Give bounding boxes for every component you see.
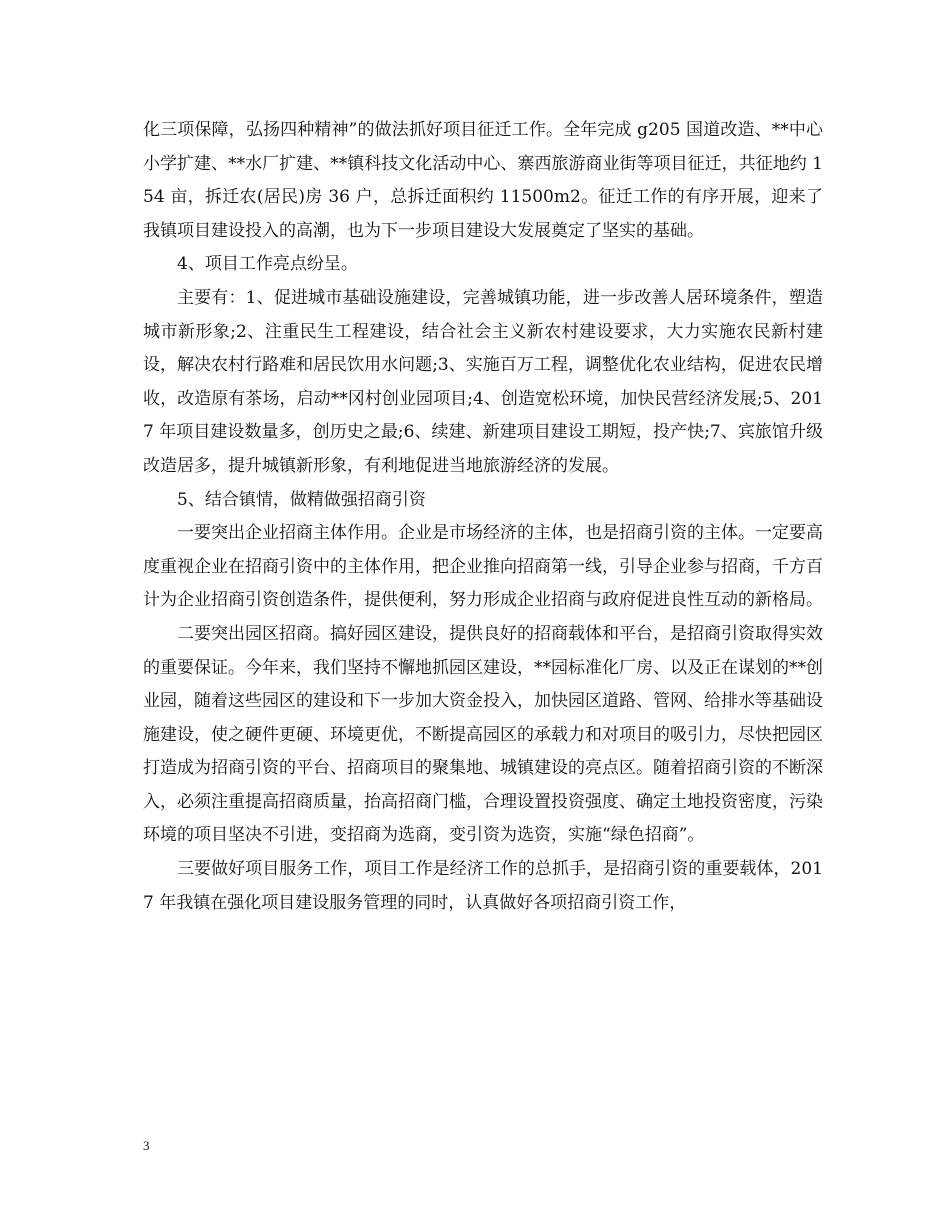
paragraph-3: 一要突出企业招商主体作用。企业是市场经济的主体，也是招商引资的主体。一定要高度重视企业在招商引资中的主体作用，把企业推向招商第一线，引导企业参与招商，千方百计为企业招商引资创造条件，提供便利，努力形成企业招商与政府促进良性互动的新格局。	[143, 523, 823, 611]
paragraph-5: 三要做好项目服务工作，项目工作是经济工作的总抓手，是招商引资的重要载体，2017 年我镇在强化项目建设服务管理的同时，认真做好各项招商引资工作，	[143, 859, 823, 913]
paragraph-heading-4: 4、项目工作亮点纷呈。	[177, 254, 358, 275]
paragraph-4: 二要突出园区招商。搞好园区建设，提供良好的招商载体和平台，是招商引资取得实效的重要保证。今年来，我们坚持不懈地抓园区建设，**园标准化厂房、以及正在谋划的**创业园，随着这些园区的建设和下一步加大资金投入，加快园区道路、管网、给排水等基础设施建设，使之硬件更硬、环境更优，不断提高园区的承载力和对项目的吸引力，尽快把园区打造成为招商引资的平台、招商项目的聚集地、城镇建设的亮点区。随着招商引资的不断深入，必须注重提高招商质量，抬高招商门槛，合理设置投资强度、确定土地投资密度，污染环境的项目坚决不引进，变招商为选商，变引资为选资，实施“绿色招商”。	[143, 623, 823, 846]
paragraph-heading-5: 5、结合镇情，做精做强招商引资	[177, 489, 426, 510]
paragraph-2: 主要有：1、促进城市基础设施建设，完善城镇功能，进一步改善人居环境条件，塑造城市新形象;2、注重民生工程建设，结合社会主义新农村建设要求，大力实施农民新村建设，解决农村行路难和居民饮用水问题;3、实施百万工程，调整优化农业结构，促进农民增收，改造原有茶场，启动**冈村创业园项目;4、创造宽松环境，加快民营经济发展;5、2017 年项目建设数量多，创历史之最;6、续建、新建项目建设工期短，投产快;7、宾旅馆升级改造居多，提升城镇新形象，有利地促进当地旅游经济的发展。	[143, 287, 823, 476]
document-body	[143, 114, 823, 920]
page-number: 3	[143, 1138, 150, 1153]
paragraph-1: 化三项保障，弘扬四种精神”的做法抓好项目征迁工作。全年完成 g205 国道改造、**中心小学扩建、**水厂扩建、**镇科技文化活动中心、寨西旅游商业街等项目征迁，共征地约 154 亩，拆迁农(居民)房 36 户，总拆迁面积约 11500m2。征迁工作的有序开展，迎来了我镇项目建设投入的高潮，也为下一步项目建设大发展奠定了坚实的基础。	[143, 120, 823, 241]
